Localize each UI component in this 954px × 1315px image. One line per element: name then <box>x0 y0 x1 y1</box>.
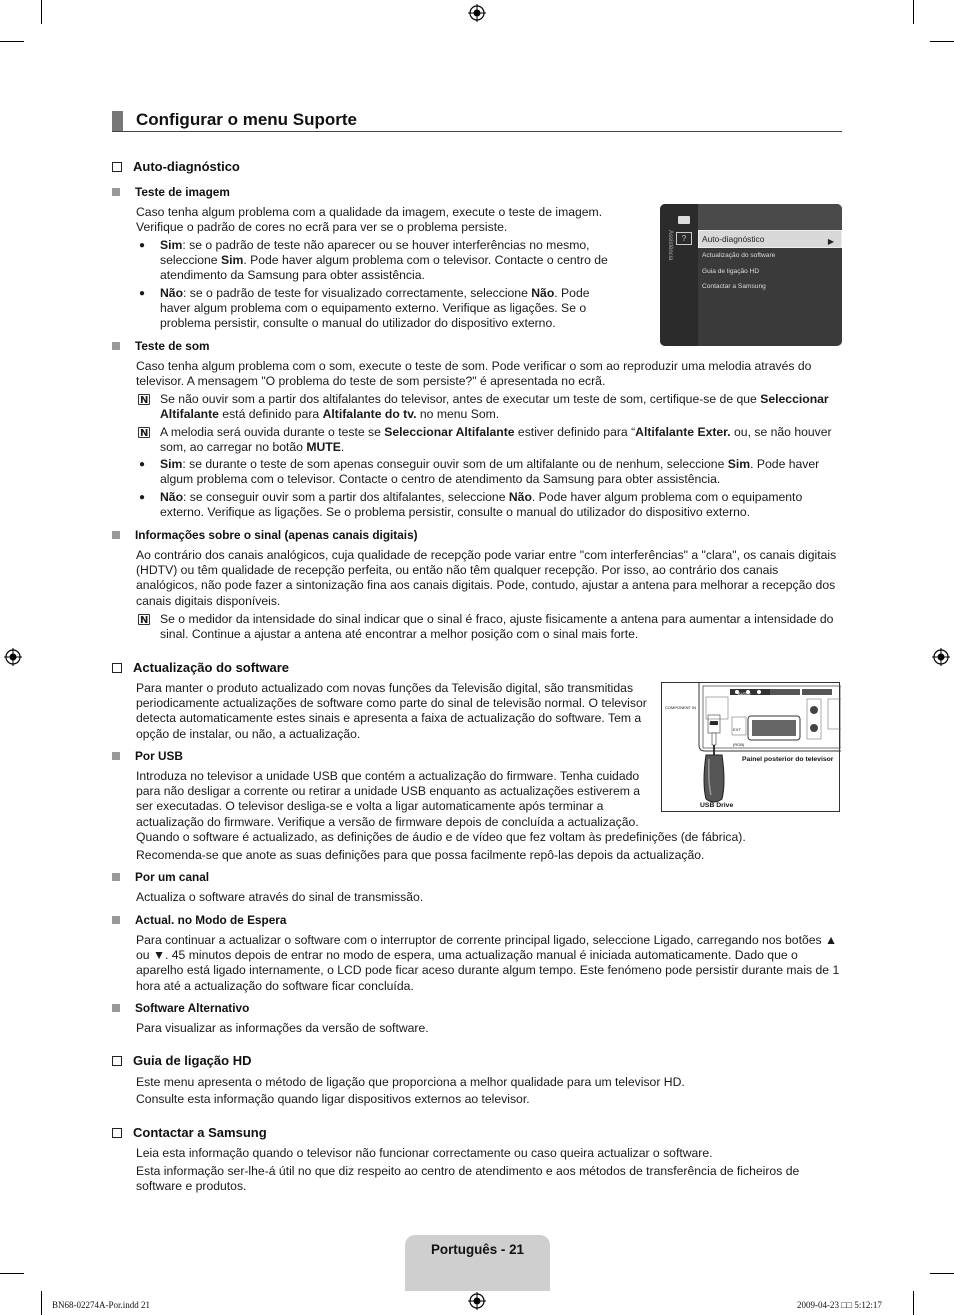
usb-drive-label: USB Drive <box>700 802 734 809</box>
checkbox-icon <box>112 1128 122 1138</box>
tv-menu-screenshot <box>660 204 842 346</box>
checkbox-icon <box>112 1056 122 1066</box>
square-bullet-icon <box>112 873 120 881</box>
menu-item[interactable]: Contactar a Samsung <box>702 283 766 290</box>
paragraph: Caso tenha algum problema com o som, execute o teste de som. Pode verificar o som ao reproduzir uma melodia através do televisor. A mensagem "O problema do teste de som persiste?" é apresentada no ecrã. <box>136 359 812 389</box>
square-bullet-icon <box>112 342 120 350</box>
page-number: Português - 21 <box>430 1242 524 1257</box>
footer-timestamp: 2009-04-23 □□ 5:12:17 <box>797 1300 882 1310</box>
port-label: COMPONENT IN <box>665 705 697 710</box>
subheading-informacoes-sinal: Informações sobre o sinal (apenas canais digitais) <box>112 528 418 542</box>
checkbox-icon <box>112 663 122 673</box>
note-icon <box>138 394 150 405</box>
crop-mark <box>41 1291 42 1315</box>
paragraph: Este menu apresenta o método de ligação que proporciona a melhor qualidade para um televisor HD. <box>136 1075 685 1089</box>
menu-item-auto-diagnostico[interactable]: Auto-diagnóstico <box>702 234 765 244</box>
square-bullet-icon <box>112 188 120 196</box>
paragraph: Para visualizar as informações da versão de software. <box>136 1021 429 1035</box>
note-item: N A melodia será ouvida durante o teste se Seleccionar Altifalante estiver definido para “Altifalante Exter. ou, se não houver som, ao carregar no botão MUTE. <box>136 425 841 455</box>
tv-back-panel-diagram <box>661 682 840 812</box>
checkbox-icon <box>112 162 122 172</box>
subheading-teste-som: Teste de som <box>112 339 210 353</box>
crop-mark <box>913 0 914 24</box>
crop-mark <box>0 41 24 42</box>
note-item: N Se não ouvir som a partir dos altifalantes do televisor, antes de executar um teste de som, certifique-se de que Seleccionar Altifalante está definido para Altifalante do tv. no menu Som. <box>136 392 841 422</box>
crop-mark <box>41 0 42 24</box>
subheading-teste-imagem: Teste de imagem <box>112 185 230 199</box>
paragraph: Para continuar a actualizar o software com o interruptor de corrente principal ligado, seleccione Ligado, carregando nos botões ▲ ou ▼. 45 minutos depois de entrar no modo de espera, uma actualização manual é iniciada automaticamente. Dado que o aparelho está ligado internamente, o LCD pode ficar aceso durante algum tempo. Este fenómeno pode persistir durante mais de 1 hora até a actualização do software ficar concluída. <box>136 933 840 993</box>
bullet-item: ● Sim: se durante o teste de som apenas conseguir ouvir som de um altifalante ou de nenhum, seleccione Sim. Pode haver algum problema com o televisor. Contacte o centro de atendimento da Samsung para obter assistência. <box>139 457 820 487</box>
paragraph: Quando o software é actualizado, as definições de áudio e de vídeo que fez voltam às predefinições (de fábrica). <box>136 830 746 844</box>
play-arrow-icon: ▶ <box>827 237 834 246</box>
section-heading-hd: Guia de ligação HD <box>112 1053 251 1069</box>
square-bullet-icon <box>112 752 120 760</box>
paragraph: Para manter o produto actualizado com novas funções da Televisão digital, são transmitidas periodicamente actualizações de software como parte do sinal de televisão normal. O televisor detecta automaticamente estes sinais e apresenta a faixa de actualização do software. Tem a opção de instalar, ou não, a actualização. <box>136 681 647 741</box>
section-heading-software: Actualização do software <box>112 660 289 676</box>
paragraph: Actualiza o software através do sinal de transmissão. <box>136 890 424 904</box>
bullet-item: ● Sim: se o padrão de teste não aparecer ou se houver interferências no mesmo, seleccione Sim. Pode haver algum problema com o televisor. Contacte o centro de atendimento da Samsung para obter assistência. <box>139 238 608 283</box>
paragraph: Esta informação ser-lhe-á útil no que diz respeito ao centro de atendimento e aos métodos de transferência de ficheiros de software e produtos. <box>136 1164 800 1194</box>
crop-mark <box>913 1291 914 1315</box>
bullet-item: ● Não: se conseguir ouvir som a partir dos altifalantes, seleccione Não. Pode haver algum problema com o equipamento externo. Verifique as ligações. Se o problema persistir, consulte o manual do utilizador do dispositivo externo. <box>139 490 803 520</box>
registration-mark-icon <box>4 648 22 666</box>
port-label: USB <box>709 721 718 726</box>
note-icon <box>138 427 150 438</box>
help-icon: ? <box>676 232 692 245</box>
section-heading-samsung: Contactar a Samsung <box>112 1125 267 1141</box>
title-marker <box>112 111 123 131</box>
paragraph: Caso tenha algum problema com a qualidade da imagem, execute o teste de imagem. Verifique o padrão de cores no ecrã para ver se o problema persiste. <box>136 205 603 235</box>
square-bullet-icon <box>112 916 120 924</box>
registration-mark-icon <box>468 4 486 22</box>
bullet-item: ● Não: se o padrão de teste for visualizado correctamente, seleccione Não. Pode haver algum problema com o equipamento externo. Verifique as ligações. Se o problema persistir, consulte o manual do utilizador do dispositivo externo. <box>139 286 590 331</box>
page-number-tab <box>405 1235 550 1291</box>
section-heading-auto: Auto-diagnóstico <box>112 159 240 175</box>
subheading-por-usb: Por USB <box>112 749 183 763</box>
paragraph: Leia esta informação quando o televisor não funcionar correctamente ou caso queira actualizar o software. <box>136 1146 713 1160</box>
port-label: AUDIO <box>738 691 751 696</box>
panel-label: Painel posterior do televisor <box>742 756 834 763</box>
subheading-modo-espera: Actual. no Modo de Espera <box>112 913 286 927</box>
port-label: EXT (RGB) <box>733 727 745 748</box>
registration-mark-icon <box>932 648 950 666</box>
square-bullet-icon <box>112 531 120 539</box>
page-title: Configurar o menu Suporte <box>136 110 357 129</box>
subheading-por-um-canal: Por um canal <box>112 870 209 884</box>
note-item: N Se o medidor da intensidade do sinal indicar que o sinal é fraco, ajuste fisicamente a antena para aumentar a intensidade do sinal. Continue a ajustar a antena até encontrar a melhor posição com o sinal mais forte. <box>136 612 841 642</box>
footer-file-name: BN68-02274A-Por.indd 21 <box>52 1300 151 1310</box>
crop-mark <box>930 1273 954 1274</box>
paragraph: Consulte esta informação quando ligar dispositivos externos ao televisor. <box>136 1092 530 1106</box>
square-bullet-icon <box>112 1004 120 1012</box>
paragraph: Recomenda-se que anote as suas definições para que possa facilmente repô-las depois da actualização. <box>136 848 705 862</box>
paragraph: Ao contrário dos canais analógicos, cuja qualidade de recepção pode variar entre "com interferências" a "clara", os canais digitais (HDTV) ou têm qualidade de recepção perfeita, ou então não têm qualquer recepção. Por isso, ao contrário dos canais analógicos, não pode fazer a sintonização fina aos canais digitais. Pode, contudo, ajustar a antena para melhorar a recepção dos canais digitais disponíveis. <box>136 548 837 608</box>
page-title-bar <box>112 110 842 132</box>
paragraph: Introduza no televisor a unidade USB que contém a actualização do firmware. Tenha cuidado para não desligar a corrente ou retirar a unidade USB enquanto as actualizações estiverem a ser executadas. O televisor desliga-se e volta a ligar automaticamente após terminar a actualização do firmware. Verifique a versão de firmware depois de concluída a actualização. <box>136 769 641 829</box>
note-icon <box>138 614 150 625</box>
menu-item[interactable]: Actualização do software <box>702 252 776 259</box>
registration-mark-icon <box>468 1292 486 1310</box>
crop-mark <box>930 41 954 42</box>
menu-side-label: Assistência <box>667 230 674 261</box>
picture-icon <box>678 216 690 224</box>
menu-item[interactable]: Guia de ligação HD <box>702 268 760 275</box>
crop-mark <box>0 1273 24 1274</box>
subheading-software-alternativo: Software Alternativo <box>112 1001 249 1015</box>
